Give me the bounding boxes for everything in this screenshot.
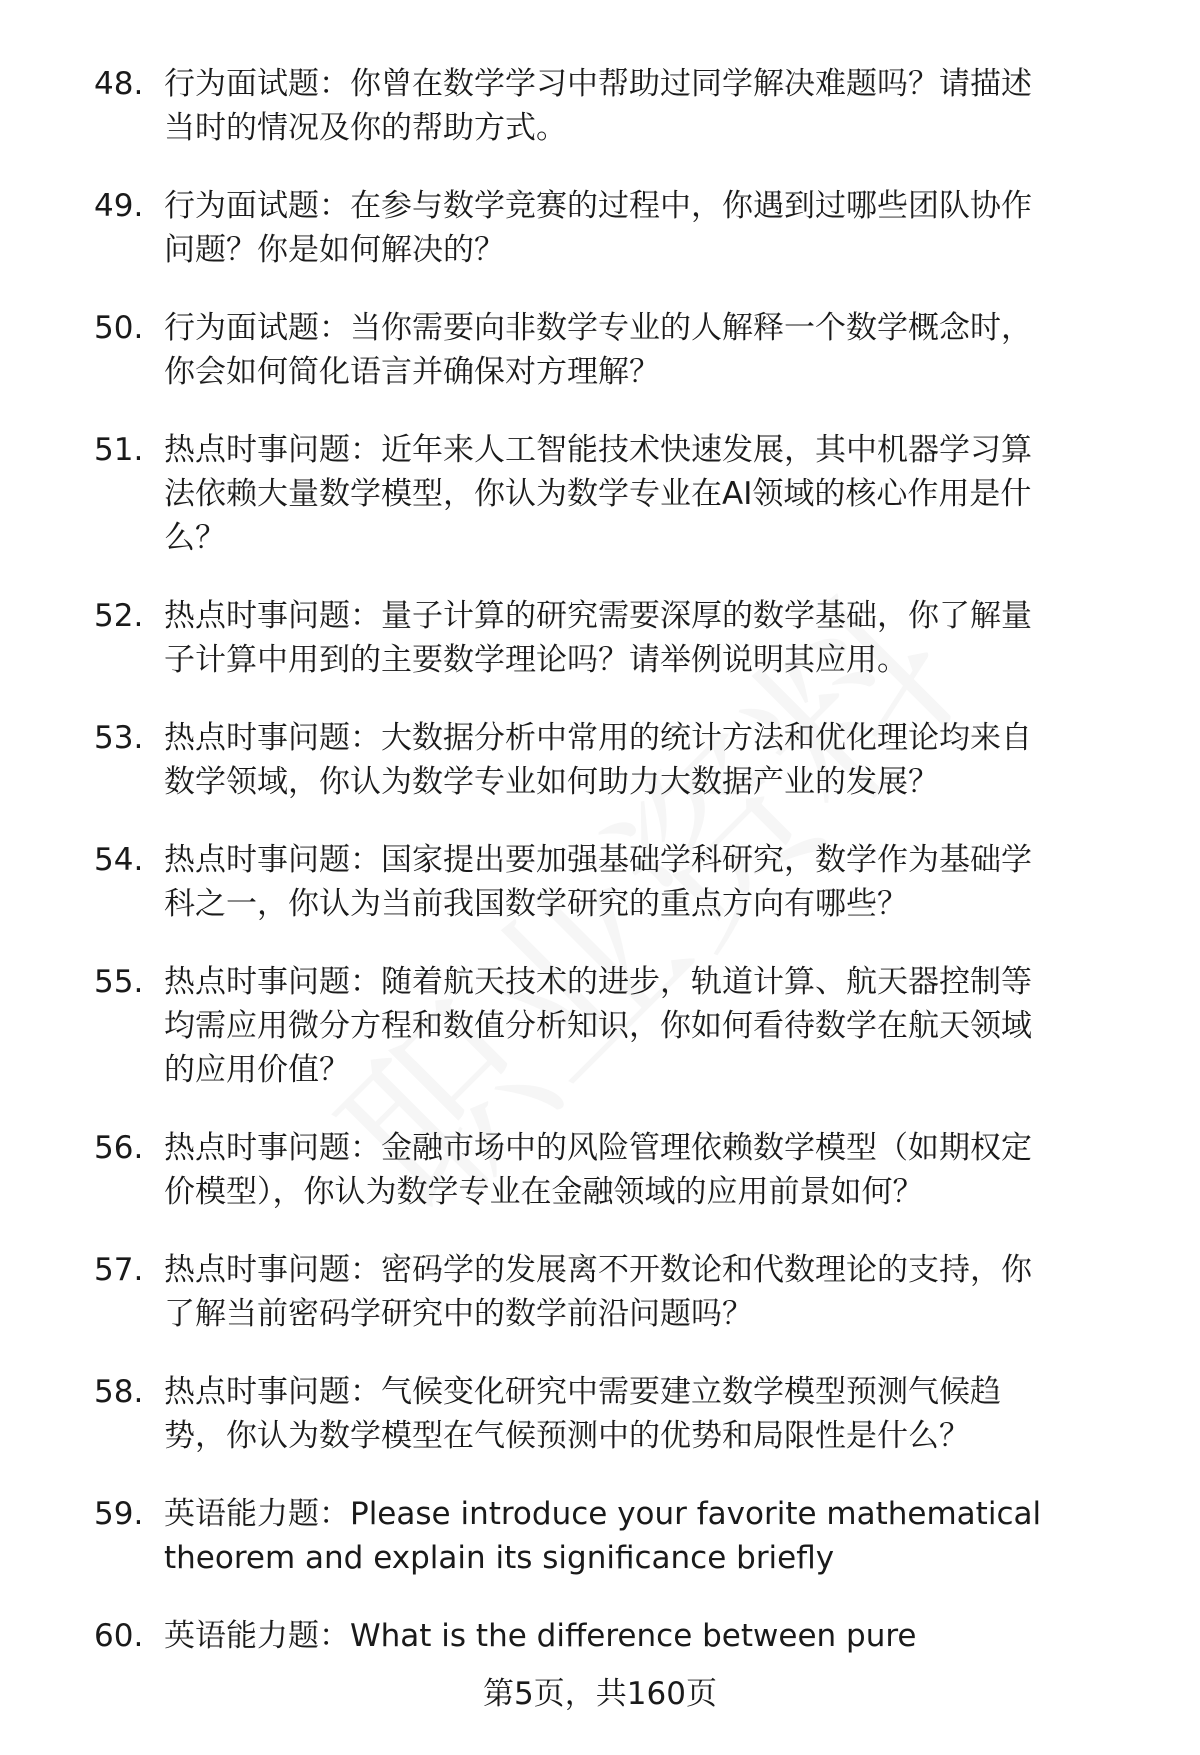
question-text [164, 1492, 1124, 1580]
question-text-line: 热点时事问题：近年来人工智能技术快速发展，其中机器学习算 [164, 432, 1032, 468]
question-text [164, 184, 1124, 272]
question-number: 58. [94, 1374, 144, 1410]
question-text-line: 价模型），你认为数学专业在金融领域的应用前景如何？ [164, 1174, 924, 1210]
question-text-line: 行为面试题：你曾在数学学习中帮助过同学解决难题吗？请描述 [164, 66, 1032, 102]
question-text-line: 问题？你是如何解决的？ [164, 232, 505, 268]
question-item [0, 716, 1200, 804]
question-text-line: 势，你认为数学模型在气候预测中的优势和局限性是什么？ [164, 1418, 970, 1454]
question-number: 48. [94, 66, 144, 102]
question-text-line: 热点时事问题：金融市场中的风险管理依赖数学模型（如期权定 [164, 1130, 1032, 1166]
question-text-line: 英语能力题：Please introduce your favorite mathematical [164, 1496, 1042, 1532]
question-item [0, 1126, 1200, 1214]
question-text [164, 306, 1124, 394]
question-text [164, 428, 1124, 560]
question-item [0, 594, 1200, 682]
question-text-line: 热点时事问题：国家提出要加强基础学科研究，数学作为基础学 [164, 842, 1032, 878]
question-text-line: 热点时事问题：量子计算的研究需要深厚的数学基础，你了解量 [164, 598, 1032, 634]
question-item [0, 184, 1200, 272]
question-text [164, 1126, 1124, 1214]
question-text-line: 子计算中用到的主要数学理论吗？请举例说明其应用。 [164, 642, 908, 678]
question-text-line: 均需应用微分方程和数值分析知识，你如何看待数学在航天领域 [164, 1008, 1032, 1044]
question-number: 60. [94, 1618, 144, 1654]
question-item [0, 428, 1200, 560]
question-number: 59. [94, 1496, 144, 1532]
question-text [164, 594, 1124, 682]
question-item [0, 960, 1200, 1092]
question-item [0, 838, 1200, 926]
question-item [0, 1614, 1200, 1658]
question-text-line: 热点时事问题：随着航天技术的进步，轨道计算、航天器控制等 [164, 964, 1032, 1000]
question-text-line: 热点时事问题：气候变化研究中需要建立数学模型预测气候趋 [164, 1374, 1001, 1410]
question-text-line: 当时的情况及你的帮助方式。 [164, 110, 567, 146]
question-text-line: 数学领域，你认为数学专业如何助力大数据产业的发展？ [164, 764, 939, 800]
question-text [164, 1614, 1124, 1658]
question-item [0, 1492, 1200, 1580]
question-item [0, 306, 1200, 394]
question-number: 49. [94, 188, 144, 224]
question-text-line: 了解当前密码学研究中的数学前沿问题吗？ [164, 1296, 753, 1332]
question-text [164, 1248, 1124, 1336]
question-number: 57. [94, 1252, 144, 1288]
question-text-line: theorem and explain its significance briefly [164, 1540, 835, 1576]
question-list [0, 62, 1200, 1692]
question-item [0, 62, 1200, 150]
question-text-line: 的应用价值？ [164, 1052, 350, 1088]
question-number: 52. [94, 598, 144, 634]
question-text-line: 热点时事问题：大数据分析中常用的统计方法和优化理论均来自 [164, 720, 1032, 756]
question-text-line: 科之一，你认为当前我国数学研究的重点方向有哪些？ [164, 886, 908, 922]
question-number: 53. [94, 720, 144, 756]
question-number: 50. [94, 310, 144, 346]
question-number: 55. [94, 964, 144, 1000]
question-text [164, 960, 1124, 1092]
question-number: 56. [94, 1130, 144, 1166]
question-text [164, 62, 1124, 150]
question-text [164, 838, 1124, 926]
question-text-line: 英语能力题：What is the difference between pure [164, 1618, 917, 1654]
question-text [164, 716, 1124, 804]
question-number: 51. [94, 432, 144, 468]
question-item [0, 1370, 1200, 1458]
page-footer: 第5页，共160页 [483, 1676, 717, 1712]
question-text-line: 你会如何简化语言并确保对方理解？ [164, 354, 660, 390]
question-text-line: 么？ [164, 520, 226, 556]
question-text-line: 行为面试题：当你需要向非数学专业的人解释一个数学概念时， [164, 310, 1032, 346]
question-number: 54. [94, 842, 144, 878]
question-item [0, 1248, 1200, 1336]
question-text [164, 1370, 1124, 1458]
question-text-line: 行为面试题：在参与数学竞赛的过程中，你遇到过哪些团队协作 [164, 188, 1032, 224]
question-text-line: 热点时事问题：密码学的发展离不开数论和代数理论的支持，你 [164, 1252, 1032, 1288]
question-text-line: 法依赖大量数学模型，你认为数学专业在AI领域的核心作用是什 [164, 476, 1032, 512]
